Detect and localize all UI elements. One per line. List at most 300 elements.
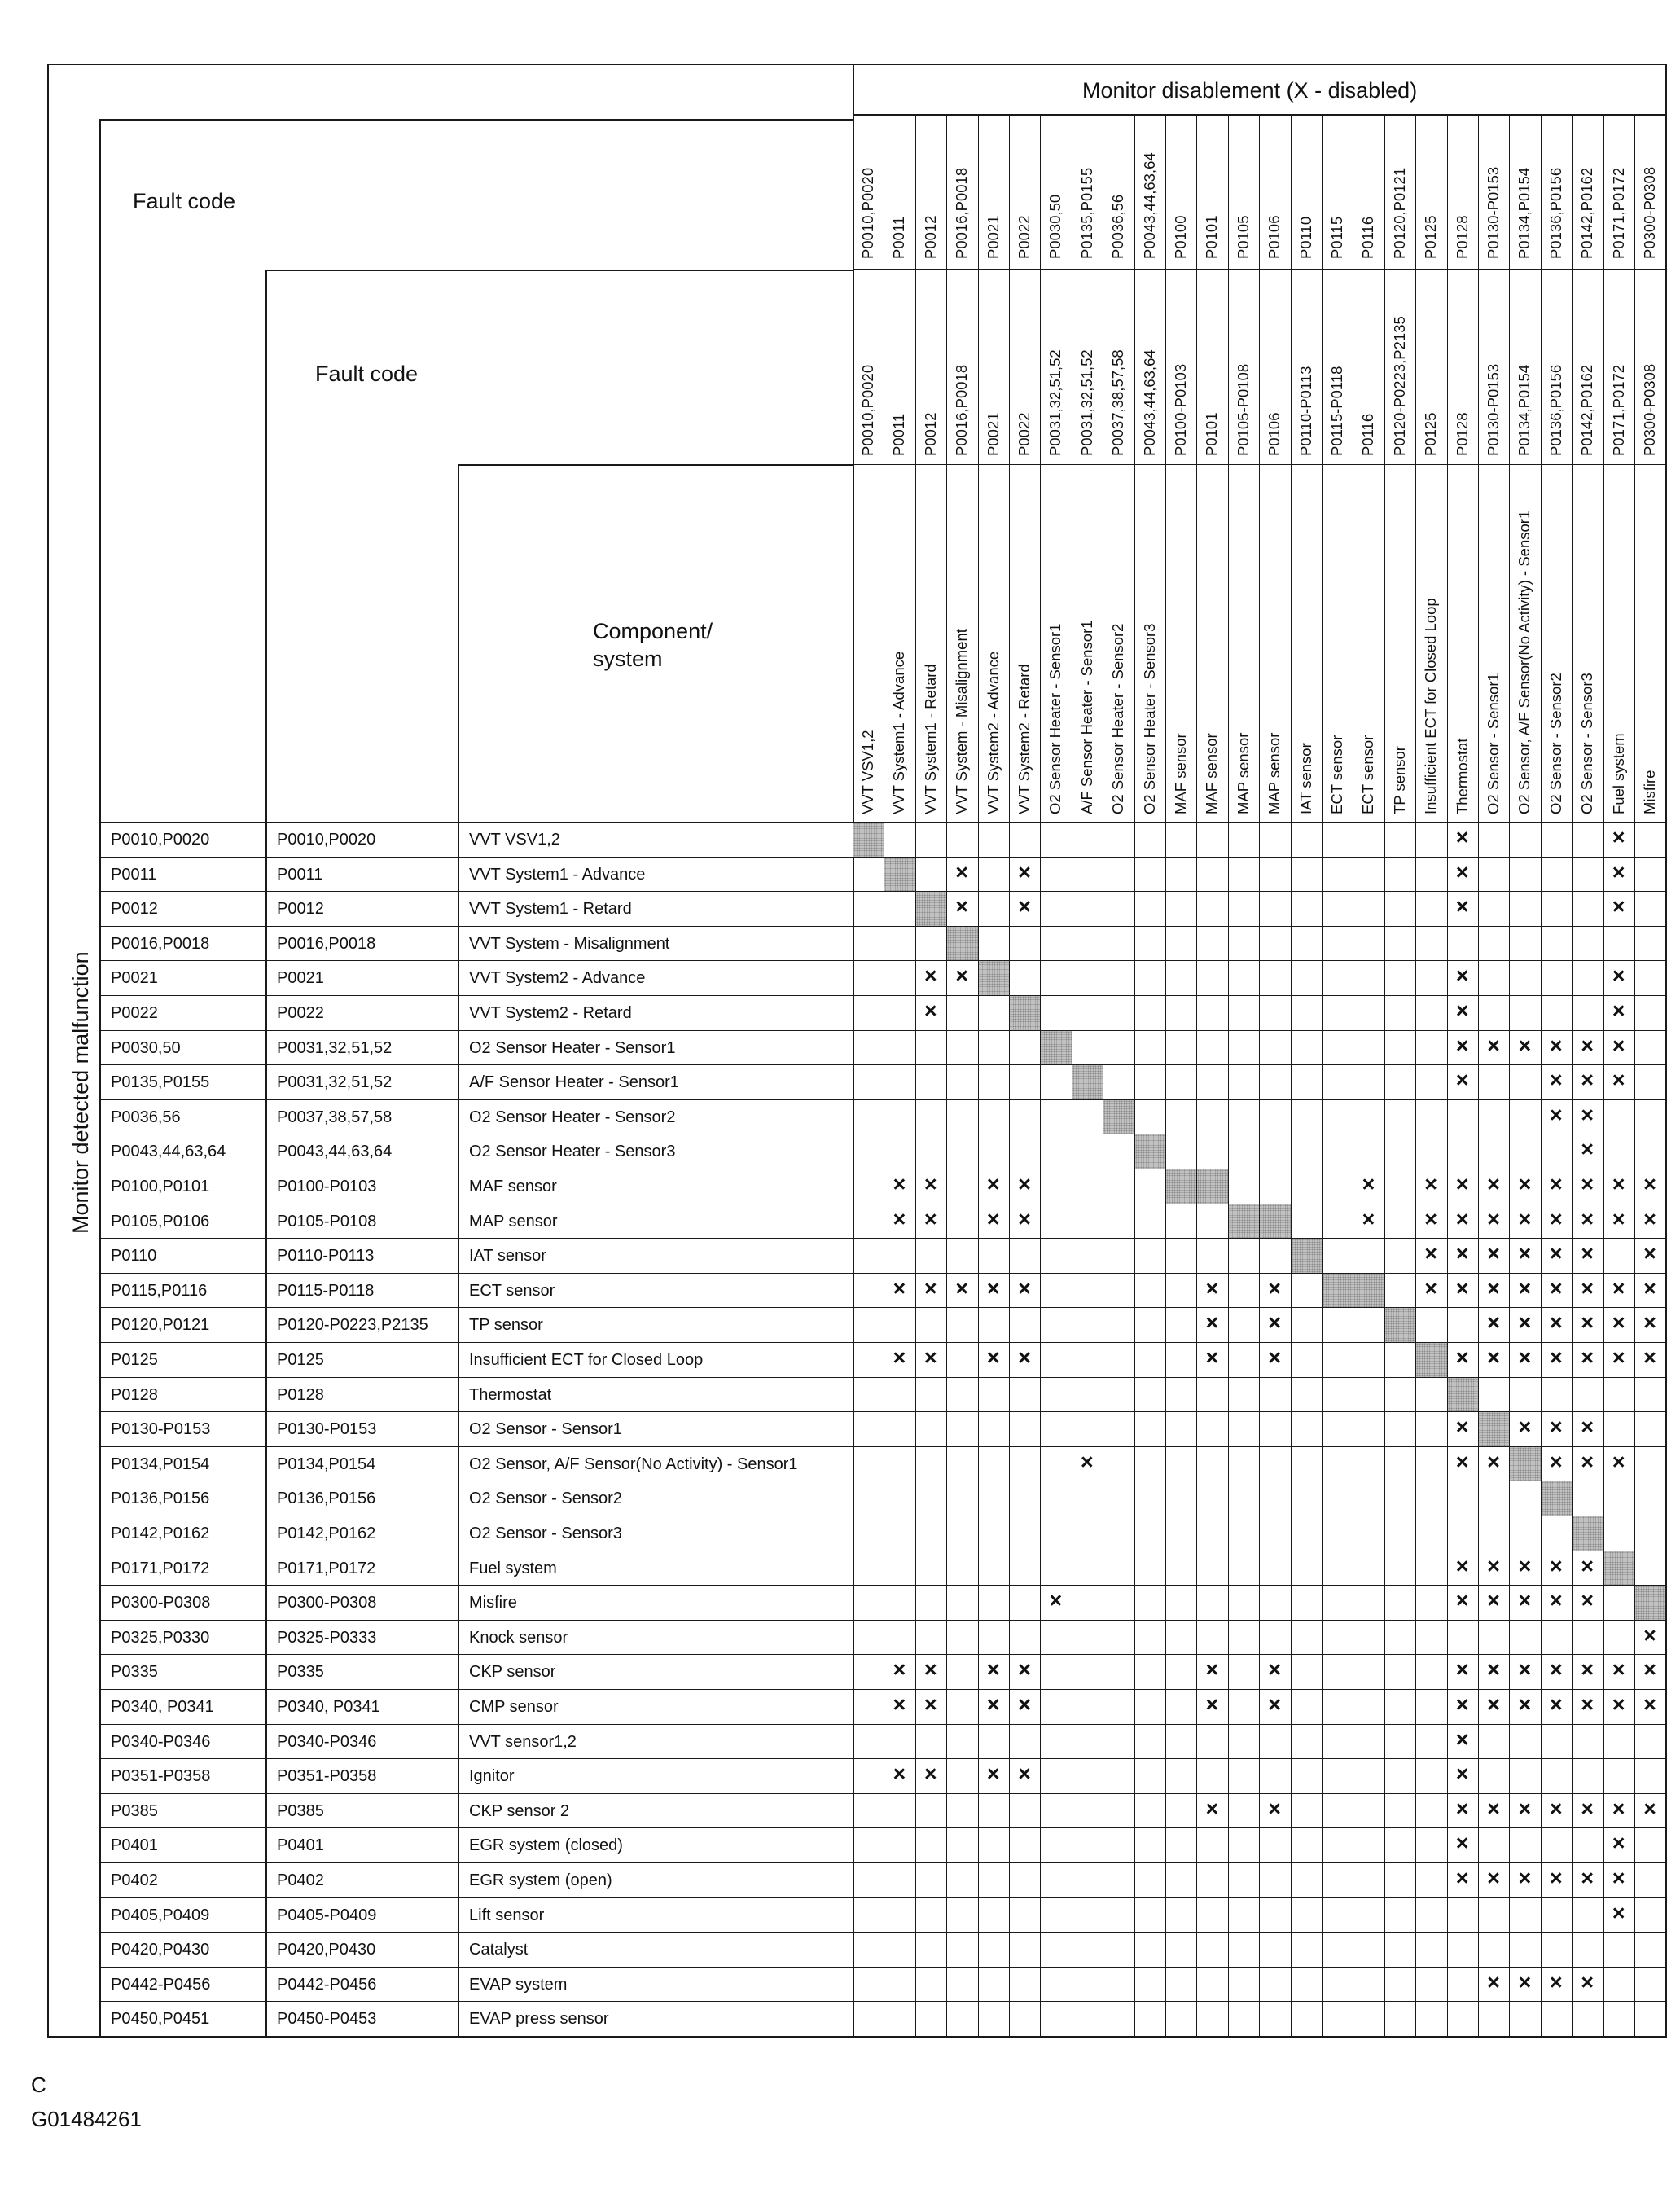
column-component-label: MAF sensor <box>1203 733 1221 814</box>
monitor-detected-malfunction-label: Monitor detected malfunction <box>68 951 93 1234</box>
column-fault-code-a: P0010,P0020 <box>859 167 876 259</box>
disabled-x-mark: × <box>1455 825 1469 849</box>
row-fault-code-a: P0011 <box>111 865 157 884</box>
disabled-x-mark: × <box>923 1761 937 1787</box>
disabled-x-mark: × <box>1549 1969 1563 1994</box>
row-component: A/F Sensor Heater - Sensor1 <box>469 1073 679 1092</box>
disabled-x-mark: × <box>1455 1726 1469 1752</box>
disabled-x-mark: × <box>1455 998 1469 1023</box>
disabled-x-mark: × <box>1049 1588 1063 1613</box>
column-fault-code-b: P0043,44,63,64 <box>1140 349 1158 456</box>
disabled-x-mark: × <box>1487 1172 1500 1196</box>
disabled-x-mark: × <box>1455 1831 1469 1856</box>
component-system-header-line1: Component/ <box>593 619 713 643</box>
column-component-label: VVT System - Misalignment <box>953 629 971 814</box>
disabled-x-mark: × <box>923 1657 937 1683</box>
row-separator <box>99 1585 1665 1586</box>
disabled-x-mark: × <box>986 1657 1000 1683</box>
disabled-x-mark: × <box>986 1345 1000 1370</box>
disabled-x-mark: × <box>923 1206 937 1231</box>
disabled-x-mark: × <box>1612 998 1625 1023</box>
disabled-x-mark: × <box>1581 1692 1594 1717</box>
column-component-label: O2 Sensor - Sensor2 <box>1546 673 1564 814</box>
disabled-x-mark: × <box>1549 1275 1563 1301</box>
table-right-border <box>1665 64 1667 2038</box>
disabled-x-mark: × <box>1581 1033 1594 1058</box>
footer-letter: C <box>31 2073 46 2097</box>
row-fault-code-b: P0130-P0153 <box>277 1420 377 1439</box>
disabled-x-mark: × <box>1581 1796 1594 1821</box>
column-fault-code-b: P0105-P0108 <box>1234 363 1252 456</box>
disabled-x-mark: × <box>1612 825 1625 849</box>
diagonal-shaded-cell <box>947 927 977 961</box>
disabled-x-mark: × <box>1205 1275 1219 1301</box>
table-left-border <box>47 64 49 2036</box>
row-separator <box>99 1689 1665 1690</box>
row-fault-code-b: P0340-P0346 <box>277 1732 377 1751</box>
row-fault-code-b: P0110-P0113 <box>277 1247 375 1266</box>
column-fault-code-b: P0130-P0153 <box>1485 363 1502 456</box>
row-fault-code-b: P0043,44,63,64 <box>277 1143 393 1161</box>
row-separator <box>99 1377 1665 1378</box>
column-fault-code-a: P0171,P0172 <box>1609 167 1627 259</box>
disabled-x-mark: × <box>1643 1310 1656 1336</box>
column-separator <box>1509 114 1510 2036</box>
disabled-x-mark: × <box>1612 1068 1625 1093</box>
row-separator <box>99 1307 1665 1308</box>
disabled-x-mark: × <box>1362 1206 1375 1231</box>
row-component: Lift sensor <box>469 1906 545 1924</box>
column-separator <box>978 114 979 2036</box>
disabled-x-mark: × <box>955 894 969 919</box>
disabled-x-mark: × <box>1612 1310 1625 1336</box>
row-separator <box>99 1932 1665 1933</box>
disabled-x-mark: × <box>1612 859 1625 884</box>
row-fault-code-a: P0016,P0018 <box>111 934 210 953</box>
monitor-area-left-border <box>853 64 854 2036</box>
disabled-x-mark: × <box>1643 1345 1656 1370</box>
row-fault-code-a: P0012 <box>111 900 158 919</box>
column-fault-code-a: P0012 <box>921 215 939 259</box>
column-component-label: O2 Sensor - Sensor1 <box>1485 673 1502 814</box>
row-fault-code-a: P0134,P0154 <box>111 1454 210 1473</box>
row-separator <box>99 1862 1665 1863</box>
diagonal-shaded-cell <box>979 961 1009 995</box>
disabled-x-mark: × <box>1612 1866 1625 1890</box>
disabled-x-mark: × <box>1549 1866 1563 1890</box>
disabled-x-mark: × <box>1487 1692 1500 1717</box>
row-component: O2 Sensor, A/F Sensor(No Activity) - Sensor1 <box>469 1454 798 1473</box>
disabled-x-mark: × <box>1518 1241 1532 1266</box>
row-fault-code-a: P0335 <box>111 1663 158 1682</box>
row-component: O2 Sensor Heater - Sensor3 <box>469 1143 676 1161</box>
disabled-x-mark: × <box>1487 1796 1500 1821</box>
column-fault-code-a: P0134,P0154 <box>1516 167 1533 259</box>
disabled-x-mark: × <box>986 1206 1000 1231</box>
row-fault-code-a: P0405,P0409 <box>111 1906 210 1924</box>
disabled-x-mark: × <box>1455 1172 1469 1196</box>
disabled-x-mark: × <box>1581 1588 1594 1613</box>
diagonal-shaded-cell <box>1448 1378 1478 1412</box>
row-component: Insufficient ECT for Closed Loop <box>469 1351 704 1369</box>
row-fault-code-b: P0385 <box>277 1801 324 1820</box>
column-fault-code-a: P0300-P0308 <box>1641 166 1658 259</box>
disabled-x-mark: × <box>1643 1796 1656 1821</box>
row-component: O2 Sensor - Sensor3 <box>469 1525 622 1542</box>
fault-code-inner-header: Fault code <box>315 362 419 386</box>
column-fault-code-b: P0031,32,51,52 <box>1046 349 1064 456</box>
disabled-x-mark: × <box>1549 1692 1563 1717</box>
disabled-x-mark: × <box>1549 1553 1563 1578</box>
table-bottom-border <box>47 2036 1665 2038</box>
column-separator <box>1134 114 1135 2036</box>
row-fault-code-a: P0340-P0346 <box>111 1732 211 1751</box>
disabled-x-mark: × <box>1205 1796 1219 1821</box>
disabled-x-mark: × <box>1424 1206 1438 1231</box>
column-fault-code-b: P0101 <box>1203 412 1221 456</box>
row-fault-code-a: P0442-P0456 <box>111 1975 211 1994</box>
disabled-x-mark: × <box>955 963 969 989</box>
disabled-x-mark: × <box>1455 1275 1469 1301</box>
disabled-x-mark: × <box>1549 1415 1563 1440</box>
disabled-x-mark: × <box>1581 1866 1594 1890</box>
diagonal-shaded-cell <box>1635 1586 1665 1620</box>
row-fault-code-b: P0011 <box>277 865 323 884</box>
row-separator <box>99 926 1665 927</box>
row-fault-code-a: P0120,P0121 <box>111 1316 210 1335</box>
row-component: IAT sensor <box>469 1247 546 1266</box>
column-fault-code-a: P0011 <box>890 216 908 259</box>
disabled-x-mark: × <box>1018 859 1031 884</box>
row-component: Catalyst <box>469 1941 529 1959</box>
disabled-x-mark: × <box>1518 1033 1532 1058</box>
row-fault-code-b: P0031,32,51,52 <box>277 1073 393 1092</box>
column-fault-code-a: P0016,P0018 <box>953 167 971 259</box>
row-fault-code-a: P0401 <box>111 1836 158 1855</box>
row-component: VVT System2 - Advance <box>469 969 646 988</box>
disabled-x-mark: × <box>1268 1796 1282 1821</box>
column-fault-code-a: P0128 <box>1453 215 1471 259</box>
row-component: VVT System1 - Retard <box>469 900 632 919</box>
disabled-x-mark: × <box>923 1172 937 1196</box>
disabled-x-mark: × <box>1424 1172 1438 1196</box>
row-fault-code-a: P0325,P0330 <box>111 1628 210 1647</box>
diagonal-shaded-cell <box>1041 1031 1071 1065</box>
disabled-x-mark: × <box>1455 1206 1469 1231</box>
disabled-x-mark: × <box>1518 1310 1532 1336</box>
row-fault-code-b: P0120-P0223,P2135 <box>277 1316 428 1335</box>
disabled-x-mark: × <box>1518 1172 1532 1196</box>
disabled-x-mark: × <box>1455 1761 1469 1787</box>
column-separator <box>1165 114 1166 2036</box>
row-component: Misfire <box>469 1594 517 1612</box>
disabled-x-mark: × <box>1581 1206 1594 1231</box>
disabled-x-mark: × <box>1455 963 1469 989</box>
row-component: TP sensor <box>469 1316 543 1335</box>
row-fault-code-a: P0402 <box>111 1871 158 1889</box>
table-top-border <box>47 64 1665 65</box>
column-fault-code-a: P0142,P0162 <box>1578 167 1596 259</box>
column-fault-code-b: P0116 <box>1359 413 1377 456</box>
row-component: MAP sensor <box>469 1212 558 1231</box>
column-component-label: ECT sensor <box>1359 735 1377 814</box>
disabled-x-mark: × <box>1455 894 1469 919</box>
disabled-x-mark: × <box>1518 1415 1532 1440</box>
row-component: ECT sensor <box>469 1281 555 1300</box>
row-separator <box>99 1724 1665 1725</box>
column-fault-code-a: P0105 <box>1234 215 1252 259</box>
row-separator <box>99 1238 1665 1239</box>
row-fault-code-b: P0136,P0156 <box>277 1489 376 1508</box>
row-fault-code-b: P0405-P0409 <box>277 1906 377 1924</box>
row-fault-code-b: P0031,32,51,52 <box>277 1038 393 1057</box>
disabled-x-mark: × <box>1612 1796 1625 1821</box>
disabled-x-mark: × <box>986 1172 1000 1196</box>
column-separator <box>1009 114 1010 2036</box>
disabled-x-mark: × <box>1018 1761 1031 1787</box>
disabled-x-mark: × <box>1018 1275 1031 1301</box>
disabled-x-mark: × <box>1549 1033 1563 1058</box>
disabled-x-mark: × <box>1549 1310 1563 1336</box>
row-component: CKP sensor <box>469 1663 556 1682</box>
column-fault-code-a: P0115 <box>1328 216 1345 259</box>
row-component: O2 Sensor Heater - Sensor1 <box>469 1038 676 1057</box>
row-fault-code-a: P0100,P0101 <box>111 1178 210 1196</box>
disabled-x-mark: × <box>1424 1241 1438 1266</box>
disabled-x-mark: × <box>1424 1275 1438 1301</box>
row-component: O2 Sensor - Sensor2 <box>469 1489 622 1508</box>
row-separator <box>99 1064 1665 1065</box>
row-component: Fuel system <box>469 1559 557 1577</box>
column-fault-code-b: P0142,P0162 <box>1578 364 1596 456</box>
column-separator <box>1478 114 1479 2036</box>
disabled-x-mark: × <box>1518 1345 1532 1370</box>
diagonal-shaded-cell <box>884 858 915 892</box>
row-separator <box>99 1793 1665 1794</box>
column-component-label: ECT sensor <box>1328 735 1345 814</box>
row-fault-code-b: P0340, P0341 <box>277 1698 380 1716</box>
row-fault-code-b: P0016,P0018 <box>277 934 376 953</box>
disabled-x-mark: × <box>1455 1241 1469 1266</box>
row-fault-code-a: P0136,P0156 <box>111 1489 210 1508</box>
disabled-x-mark: × <box>1018 1206 1031 1231</box>
disabled-x-mark: × <box>923 1692 937 1717</box>
disabled-x-mark: × <box>1643 1622 1656 1647</box>
diagonal-shaded-cell <box>1573 1516 1603 1551</box>
row-component: O2 Sensor - Sensor1 <box>469 1420 622 1439</box>
disabled-x-mark: × <box>955 1275 969 1301</box>
row-fault-code-b: P0142,P0162 <box>277 1525 376 1542</box>
column-separator <box>915 114 916 2036</box>
disabled-x-mark: × <box>1487 1310 1500 1336</box>
column-fault-code-b: P0010,P0020 <box>859 364 876 456</box>
disabled-x-mark: × <box>1518 1588 1532 1613</box>
fault-code-outer-header: Fault code <box>133 189 236 213</box>
disabled-x-mark: × <box>1518 1866 1532 1890</box>
column-fault-code-b: P0136,P0156 <box>1546 364 1564 456</box>
component-header-top <box>458 464 853 466</box>
row-fault-code-a: P0128 <box>111 1385 158 1404</box>
fault-code-outer-top <box>99 119 853 121</box>
disabled-x-mark: × <box>1018 1657 1031 1683</box>
diagonal-shaded-cell <box>1010 996 1040 1030</box>
row-separator <box>99 857 1665 858</box>
figure-id: G01484261 <box>31 2107 142 2131</box>
row-fault-code-a: P0300-P0308 <box>111 1594 211 1612</box>
column-fault-code-a: P0101 <box>1203 215 1221 259</box>
disabled-x-mark: × <box>1581 1553 1594 1578</box>
disabled-x-mark: × <box>986 1692 1000 1717</box>
row-component: VVT System2 - Retard <box>469 1004 632 1022</box>
disabled-x-mark: × <box>1205 1657 1219 1683</box>
row-fault-code-a: P0110 <box>111 1247 157 1266</box>
disabled-x-mark: × <box>1549 1068 1563 1093</box>
row-separator <box>99 1030 1665 1031</box>
disabled-x-mark: × <box>986 1275 1000 1301</box>
column-separator <box>1228 114 1229 2036</box>
disabled-x-mark: × <box>955 859 969 884</box>
disabled-x-mark: × <box>1643 1657 1656 1683</box>
column-component-label: A/F Sensor Heater - Sensor1 <box>1077 620 1095 814</box>
column-component-label: TP sensor <box>1390 746 1408 814</box>
code-b-column-left <box>265 270 267 2036</box>
column-fault-code-a: P0125 <box>1422 215 1440 259</box>
disabled-x-mark: × <box>1612 1275 1625 1301</box>
diagonal-shaded-cell <box>1542 1481 1572 1516</box>
disabled-x-mark: × <box>1518 1553 1532 1578</box>
disabled-x-mark: × <box>1487 1553 1500 1578</box>
disabled-x-mark: × <box>1518 1275 1532 1301</box>
row-fault-code-b: P0420,P0430 <box>277 1941 376 1959</box>
row-fault-code-b: P0125 <box>277 1351 324 1369</box>
row-fault-code-b: P0100-P0103 <box>277 1178 377 1196</box>
column-component-label: VVT VSV1,2 <box>859 730 876 814</box>
row-fault-code-b: P0401 <box>277 1836 324 1855</box>
column-fault-code-b: P0134,P0154 <box>1516 364 1533 456</box>
disabled-x-mark: × <box>1455 1796 1469 1821</box>
disabled-x-mark: × <box>1268 1275 1282 1301</box>
row-separator <box>99 1446 1665 1447</box>
column-fault-code-a: P0021 <box>984 215 1002 259</box>
disabled-x-mark: × <box>1455 1449 1469 1474</box>
row-fault-code-a: P0021 <box>111 969 158 988</box>
column-fault-code-a: P0116 <box>1359 216 1377 259</box>
column-fault-code-a: P0136,P0156 <box>1546 167 1564 259</box>
disabled-x-mark: × <box>1612 1206 1625 1231</box>
disabled-x-mark: × <box>1362 1172 1375 1196</box>
diagonal-shaded-cell <box>1385 1308 1415 1342</box>
disabled-x-mark: × <box>1549 1172 1563 1196</box>
row-fault-code-a: P0115,P0116 <box>111 1281 208 1300</box>
row-fault-code-a: P0171,P0172 <box>111 1559 210 1577</box>
row-separator <box>99 1099 1665 1100</box>
row-separator <box>99 1654 1665 1655</box>
row-fault-code-a: P0351-P0358 <box>111 1767 211 1786</box>
disabled-x-mark: × <box>1455 1068 1469 1093</box>
disabled-x-mark: × <box>893 1657 906 1683</box>
diagonal-shaded-cell <box>1135 1134 1165 1169</box>
column-fault-code-a: P0022 <box>1015 215 1033 259</box>
disabled-x-mark: × <box>1487 1206 1500 1231</box>
row-component: CKP sensor 2 <box>469 1801 570 1820</box>
disabled-x-mark: × <box>1205 1692 1219 1717</box>
column-fault-code-b: P0120-P0223,P2135 <box>1390 316 1408 456</box>
disabled-x-mark: × <box>1643 1206 1656 1231</box>
diagonal-shaded-cell <box>916 892 946 926</box>
row-separator <box>99 1758 1665 1759</box>
column-fault-code-b: P0106 <box>1265 412 1283 456</box>
disabled-x-mark: × <box>1455 859 1469 884</box>
column-fault-code-a: P0110 <box>1296 216 1314 259</box>
disabled-x-mark: × <box>1581 1275 1594 1301</box>
column-separator <box>1196 114 1197 2036</box>
diagonal-shaded-cell <box>1072 1065 1103 1099</box>
diagonal-shaded-cell <box>1416 1343 1446 1377</box>
column-fault-code-b: P0110-P0113 <box>1296 366 1314 456</box>
disabled-x-mark: × <box>1455 1657 1469 1683</box>
row-separator <box>99 1273 1665 1274</box>
column-separator <box>1415 114 1416 2036</box>
disabled-x-mark: × <box>1268 1692 1282 1717</box>
column-separator <box>1291 114 1292 2036</box>
disabled-x-mark: × <box>1549 1206 1563 1231</box>
diagonal-shaded-cell <box>853 823 884 857</box>
row-fault-code-b: P0351-P0358 <box>277 1767 377 1786</box>
row-component: MAF sensor <box>469 1178 557 1196</box>
row-fault-code-a: P0385 <box>111 1801 158 1820</box>
column-component-label: O2 Sensor, A/F Sensor(No Activity) - Sensor1 <box>1516 510 1533 814</box>
disabled-x-mark: × <box>1581 1415 1594 1440</box>
row-separator <box>99 2001 1665 2002</box>
disabled-x-mark: × <box>1612 1449 1625 1474</box>
row-fault-code-a: P0043,44,63,64 <box>111 1143 226 1161</box>
disabled-x-mark: × <box>1549 1102 1563 1127</box>
diagonal-shaded-cell <box>1292 1239 1322 1273</box>
row-component: VVT sensor1,2 <box>469 1732 577 1751</box>
disabled-x-mark: × <box>1612 1692 1625 1717</box>
disabled-x-mark: × <box>893 1761 906 1787</box>
column-fault-code-a: P0100 <box>1172 215 1189 259</box>
row-fault-code-a: P0022 <box>111 1004 158 1022</box>
disabled-x-mark: × <box>923 998 937 1023</box>
row-fault-code-b: P0012 <box>277 900 324 919</box>
row-fault-code-a: P0450,P0451 <box>111 2010 210 2029</box>
diagonal-shaded-cell <box>1166 1169 1196 1204</box>
row-fault-code-a: P0130-P0153 <box>111 1420 211 1439</box>
component-system-header-line2: system <box>593 647 663 671</box>
row-separator <box>99 1827 1665 1828</box>
disabled-x-mark: × <box>1455 1588 1469 1613</box>
disabled-x-mark: × <box>1612 1033 1625 1058</box>
disabled-x-mark: × <box>923 1345 937 1370</box>
disabled-x-mark: × <box>1518 1206 1532 1231</box>
disabled-x-mark: × <box>1581 1345 1594 1370</box>
column-fault-code-a: P0135,P0155 <box>1077 167 1095 259</box>
row-separator <box>99 960 1665 961</box>
disabled-x-mark: × <box>1455 1692 1469 1717</box>
column-separator <box>1634 114 1635 2036</box>
column-separator <box>946 114 947 2036</box>
column-fault-code-b: P0031,32,51,52 <box>1077 349 1095 456</box>
column-component-label: Misfire <box>1641 770 1658 814</box>
column-component-label: Fuel system <box>1609 733 1627 814</box>
row-fault-code-a: P0125 <box>111 1351 158 1369</box>
disabled-x-mark: × <box>1018 894 1031 919</box>
disabled-x-mark: × <box>1581 1172 1594 1196</box>
row-fault-code-b: P0115-P0118 <box>277 1281 375 1300</box>
disabled-x-mark: × <box>1643 1275 1656 1301</box>
row-fault-code-b: P0442-P0456 <box>277 1975 377 1994</box>
